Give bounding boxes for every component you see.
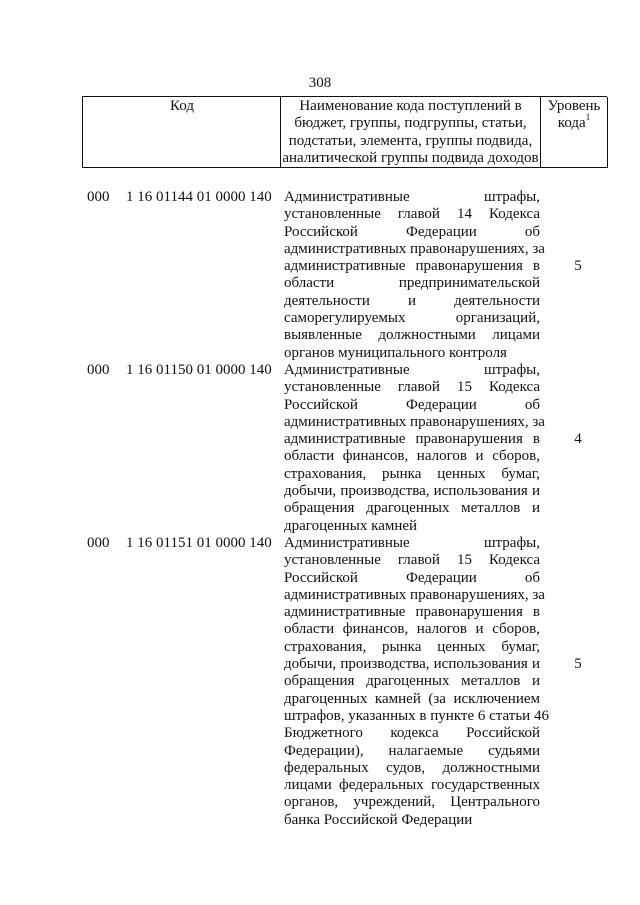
description-line: органов муниципального контроля — [284, 344, 507, 361]
admin-code: 000 — [87, 535, 110, 551]
description-line: добычи, производства, использования и — [284, 656, 540, 673]
description-line: добычи, производства, использования и — [284, 483, 540, 500]
description-line: административных правонарушениях, за — [284, 240, 545, 257]
description-line: штрафов, указанных в пункте 6 статьи 46 — [284, 707, 549, 724]
header-level-label: Уровень — [547, 98, 601, 114]
description-line: Бюджетного кодекса Российской — [284, 725, 540, 742]
code-level: 5 — [574, 656, 582, 672]
revenue-description — [284, 189, 545, 362]
description-line: Российской Федерации об — [284, 569, 540, 586]
footnote-marker: 1 — [585, 112, 591, 123]
header-name-column — [280, 97, 540, 168]
description-line: саморегулируемых организаций, — [284, 310, 540, 327]
header-code-label: Код — [170, 98, 194, 114]
description-line: Административные штрафы, — [284, 362, 540, 378]
description-line: выявленные должностными лицами — [284, 327, 540, 344]
description-line: области финансов, налогов и сборов, — [284, 448, 540, 465]
description-line: лицами федеральных государственных — [284, 777, 540, 794]
description-line: административных правонарушениях, за — [284, 413, 545, 430]
description-line: обращения драгоценных металлов и — [284, 500, 540, 517]
header-name-line: аналитической группы подвида доходов — [282, 149, 539, 166]
description-line: Российской Федерации об — [284, 223, 540, 240]
header-code-column — [82, 97, 281, 167]
header-level-sublabel: кода$^1$ — [557, 112, 591, 132]
description-line: деятельности и деятельности — [284, 292, 540, 309]
description-line: установленные главой 15 Кодекса — [284, 379, 540, 396]
code-level: 5 — [574, 258, 582, 274]
revenue-description — [284, 535, 549, 829]
description-line: области предпринимательской — [284, 275, 540, 292]
description-line: административные правонарушения в — [284, 604, 540, 621]
description-line: банка Российской Федерации — [284, 811, 473, 828]
admin-code: 000 — [87, 189, 110, 205]
description-line: органов, учреждений, Центрального — [284, 794, 540, 811]
description-line: страхования, рынка ценных бумаг, — [284, 465, 540, 482]
description-line: Российской Федерации об — [284, 396, 540, 413]
description-line: установленные главой 14 Кодекса — [284, 206, 540, 223]
code-level: 4 — [574, 431, 582, 447]
page-number: 308 — [308, 75, 332, 91]
revenue-code: 1 16 01151 01 0000 140 — [126, 535, 272, 551]
revenue-code: 1 16 01144 01 0000 140 — [126, 189, 272, 205]
revenue-description — [284, 362, 545, 535]
revenue-code: 1 16 01150 01 0000 140 — [126, 362, 272, 378]
description-line: административные правонарушения в — [284, 258, 540, 275]
description-line: административных правонарушениях, за — [284, 586, 545, 603]
description-line: административные правонарушения в — [284, 431, 540, 448]
header-level-column — [540, 97, 608, 168]
description-line: области финансов, налогов и сборов, — [284, 621, 540, 638]
admin-code: 000 — [87, 362, 110, 378]
description-line: Федерации), налагаемые судьями — [284, 742, 540, 759]
description-line: драгоценных камней — [284, 517, 418, 534]
description-line: Административные штрафы, — [284, 535, 540, 551]
header-name-line: бюджет, группы, подгруппы, статьи, — [294, 115, 527, 132]
description-line: федеральных судов, должностными — [284, 759, 540, 776]
description-line: драгоценных камней (за исключением — [284, 690, 540, 707]
header-name-line: Наименование кода поступлений в — [299, 98, 522, 114]
description-line: обращения драгоценных металлов и — [284, 673, 540, 690]
description-line: страхования, рынка ценных бумаг, — [284, 638, 540, 655]
header-name-line: подстатьи, элемента, группы подвида, — [288, 132, 533, 149]
description-line: Административные штрафы, — [284, 189, 540, 205]
description-line: установленные главой 15 Кодекса — [284, 552, 540, 569]
table-header — [82, 96, 607, 168]
